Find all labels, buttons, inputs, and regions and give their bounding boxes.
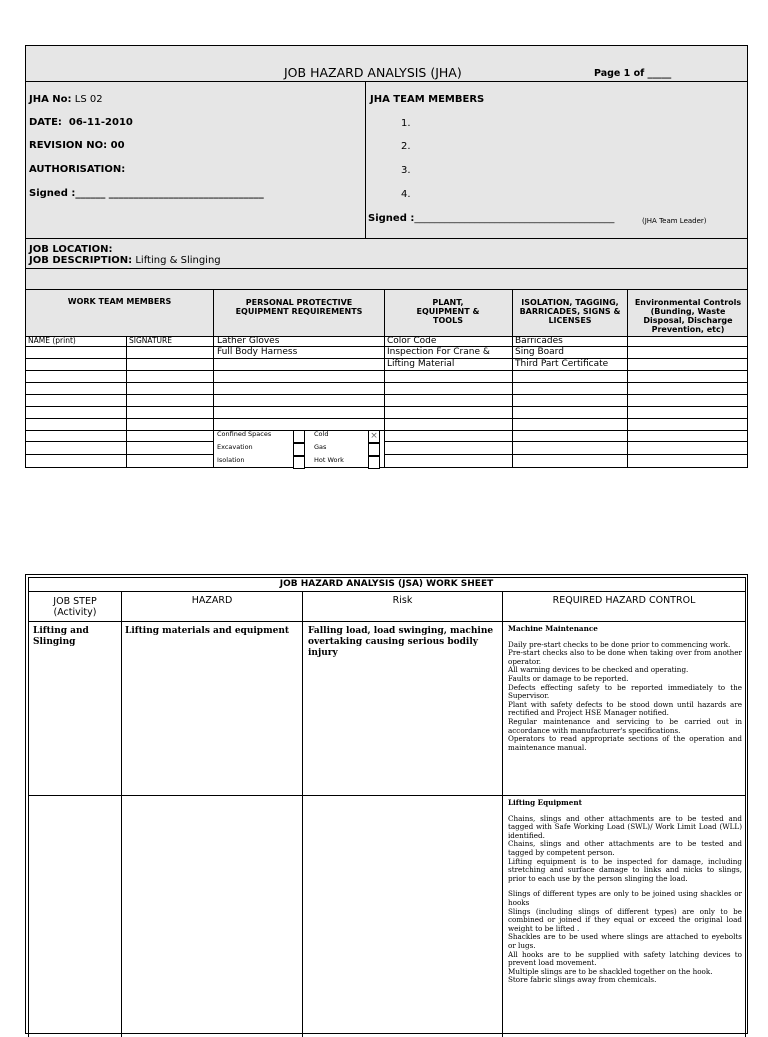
job-step-value: Lifting and Slinging [33,626,89,647]
divider [28,577,29,1037]
job-location-label: JOB LOCATION: [29,244,113,255]
permit-label: Isolation [217,456,245,464]
control-line: Regular maintenance and servicing to be carried out in accordance with manufacturer's specifications. [508,716,742,735]
control-block-maintenance [508,625,742,752]
jsa-title: JOB HAZARD ANALYSIS (JSA) WORK SHEET [279,579,494,589]
col-job-step: JOB STEP (Activity) [53,596,97,618]
date-value: 06-11-2010 [68,117,133,128]
divider [213,336,214,467]
gas-checkbox[interactable] [368,443,380,456]
col-control: REQUIRED HAZARD CONTROL [552,595,696,606]
divider [26,370,747,371]
control-line: Operators to read appropriate sections of the operation and maintenance manual. [508,734,742,752]
jsa-worksheet [25,574,748,1034]
ppe-item: Full Body Harness [217,347,298,357]
control-line: Faults or damage to be reported. [508,673,629,683]
plant-item: Lifting Material [387,359,455,369]
divider [365,81,366,238]
divider [384,336,385,467]
team-item: 3. [401,165,411,176]
divider [26,454,213,455]
excavation-checkbox[interactable] [293,443,305,456]
col-plant: PLANT, EQUIPMENT & TOOLS [416,298,480,325]
col-isolation: ISOLATION, TAGGING, BARRICADES, SIGNS & LICENSES [519,298,621,325]
divider [26,441,213,442]
divider [28,577,745,578]
signed-label: Signed : [29,188,76,199]
jha-no [29,94,103,105]
divider [26,81,747,82]
jha-no-label: JHA No: [29,94,72,105]
control-line: Multiple slings are to be shackled together on the hook. [508,966,713,976]
plant-item: Color Code [387,336,437,346]
cold-checkbox[interactable]: × [368,430,380,443]
control-line: Plant with safety defects to be stood down until hazards are rectified and Project HSE Manager notified. [508,699,742,718]
isolation-item: Barricades [515,336,563,346]
plant-item: Inspection For Crane & [387,347,490,357]
revision [29,140,125,151]
isolation-item: Sing Board [515,347,564,357]
ppe-item: Lather Gloves [217,336,280,346]
control-line: Lifting equipment is to be inspected for damage, including stretching and surface damage to links and nicks to slings, prior to each use by the person slinging the load. [508,856,742,883]
revision-label: REVISION NO: [29,140,108,151]
hot-work-checkbox[interactable] [368,456,380,469]
team-item: 4. [401,189,411,200]
divider [26,238,747,239]
permit-label: Excavation [217,443,253,451]
revision-value: 00 [110,140,125,151]
control-line: Defects effecting safety to be reported immediately to the Supervisor. [508,682,742,701]
hazard-value: Lifting materials and equipment [125,626,290,636]
entry-table [26,336,747,467]
divider [28,795,745,796]
control-title: Lifting Equipment [508,798,582,807]
control-line: Chains, slings and other attachments are to be tested and tagged with Safe Working Load (SWL)/ Work Limit Load (WLL) identified. [508,813,742,840]
job-description-label: JOB DESCRIPTION: [29,255,133,266]
jha-form [25,45,748,468]
divider [26,406,747,407]
control-line: Slings of different types are only to be joined using shackles or hooks [508,889,742,907]
team-leader-label: (JHA Team Leader) [642,217,707,225]
isolation-item: Third Part Certificate [515,359,609,369]
divider [627,336,628,467]
col-ppe: PERSONAL PROTECTIVE EQUIPMENT REQUIREMENTS [235,298,363,316]
col-risk: Risk [392,595,413,606]
control-line: Pre-start checks also to be done when taking over from another operator. [508,648,742,666]
isolation-checkbox[interactable] [293,456,305,469]
team-item: 1. [401,118,411,129]
team-signed-field [368,213,614,224]
divider [502,591,503,1037]
divider [26,418,747,419]
authorisation-label: AUTHORISATION: [29,164,126,175]
team-signed-line: ________________________________________ [414,213,615,224]
divider [302,591,303,1037]
signature-subheader: SIGNATURE [129,336,172,345]
col-work-team: WORK TEAM MEMBERS [67,297,172,306]
control-line: Chains, slings and other attachments are to be tested and tagged by competent person. [508,839,742,857]
divider [28,591,745,592]
form-title: JOB HAZARD ANALYSIS (JHA) [284,65,462,80]
confined-spaces-checkbox[interactable] [293,430,305,443]
job-description [29,255,221,266]
permit-label: Hot Work [314,456,344,464]
name-subheader: NAME (print) [28,336,76,345]
team-item: 2. [401,141,411,152]
control-line: All hooks are to be supplied with safety latching devices to prevent load movement. [508,949,742,968]
control-line: Shackles are to be used where slings are attached to eyebolts or lugs. [508,932,742,950]
divider [126,336,127,467]
jha-no-value: LS 02 [74,94,103,105]
risk-value: Falling load, load swinging, machine overtaking causing serious bodily injury [308,626,494,658]
col-environmental: Environmental Controls (Bunding, Waste Disposal, Discharge Prevention, etc) [634,298,742,334]
divider [121,591,122,1037]
divider [26,268,747,269]
control-block-lifting-equipment [508,799,742,985]
signed-line: ______ _______________________________ [75,188,264,199]
divider [384,454,747,455]
page-number: Page 1 of _____ [594,68,672,79]
divider [384,441,747,442]
date [29,117,133,128]
divider [26,430,747,431]
team-title: JHA TEAM MEMBERS [370,94,485,105]
divider [28,621,745,622]
divider [745,577,746,1037]
date-label: DATE: [29,117,62,128]
permit-label: Confined Spaces [217,430,272,438]
divider [26,394,747,395]
signed-field [29,188,264,199]
control-line: Store fabric slings away from chemicals. [508,975,657,985]
control-title: Machine Maintenance [508,624,598,633]
permit-label: Gas [314,443,327,451]
divider [26,289,747,290]
team-signed-label: Signed : [368,213,415,224]
job-description-value: Lifting & Slinging [135,255,221,266]
divider [512,336,513,467]
control-line: All warning devices to be checked and operating. [508,665,689,675]
control-line: Daily pre-start checks to be done prior to commencing work. [508,639,731,649]
permit-label: Cold [314,430,329,438]
control-line: Slings (including slings of different types) are only to be combined or joined if they equal or exceed the original load weight to be lifted . [508,906,742,933]
divider [26,382,747,383]
col-hazard: HAZARD [191,595,233,606]
